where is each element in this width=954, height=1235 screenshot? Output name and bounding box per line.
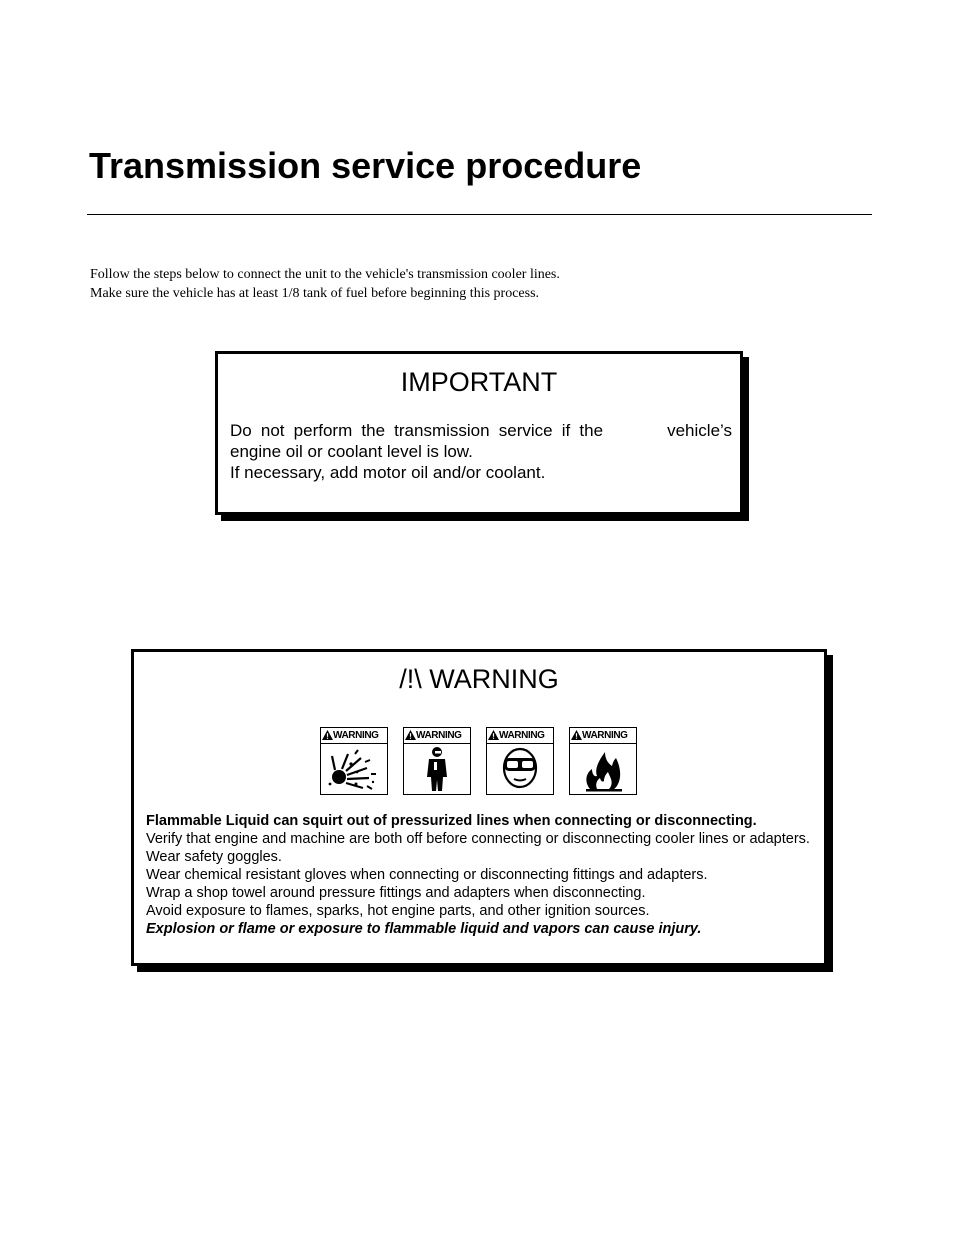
page-title: Transmission service procedure	[89, 145, 642, 186]
intro-line: Make sure the vehicle has at least 1/8 tank of fuel before beginning this process.	[90, 286, 540, 301]
important-line: engine oil or coolant level is low.	[230, 442, 473, 461]
warning-triangle-icon	[488, 730, 499, 740]
warning-line: Verify that engine and machine are both off before connecting or disconnecting cooler lines or adapters.	[146, 831, 810, 847]
safety-goggles-icon	[487, 744, 553, 794]
warning-triangle-icon	[405, 730, 416, 740]
intro-text	[90, 265, 850, 303]
warning-labels	[320, 727, 640, 795]
explosion-icon	[321, 744, 387, 794]
warning-line: Avoid exposure to flames, sparks, hot engine parts, and other ignition sources.	[146, 903, 650, 919]
title-divider	[87, 214, 872, 215]
warning-body	[146, 812, 816, 938]
warning-triangle-icon	[322, 730, 333, 740]
intro-line: Follow the steps below to connect the unit to the vehicle's transmission cooler lines.	[90, 267, 560, 282]
warning-label-heading: WARNING	[321, 728, 387, 744]
warning-line: Wear chemical resistant gloves when connecting or disconnecting fittings and adapters.	[146, 867, 708, 883]
warning-label-protective-suit	[403, 727, 471, 795]
important-heading: IMPORTANT	[400, 367, 558, 397]
warning-line-consequence: Explosion or flame or exposure to flammable liquid and vapors can cause injury.	[146, 921, 702, 937]
warning-line: Wear safety goggles.	[146, 849, 282, 865]
warning-label-heading: WARNING	[404, 728, 470, 744]
warning-label-safety-goggles	[486, 727, 554, 795]
important-line: If necessary, add motor oil and/or coolant.	[230, 463, 546, 482]
important-notice-box	[215, 351, 743, 515]
warning-label-explosion	[320, 727, 388, 795]
important-body	[230, 420, 732, 483]
warning-heading: /!\ WARNING	[399, 664, 559, 694]
warning-line: Wrap a shop towel around pressure fittings and adapters when disconnecting.	[146, 885, 646, 901]
important-line: Do not perform the transmission service if the vehicle’s	[230, 421, 732, 440]
warning-label-heading: WARNING	[487, 728, 553, 744]
warning-label-flame	[569, 727, 637, 795]
warning-label-heading: WARNING	[570, 728, 636, 744]
protective-suit-icon	[404, 744, 470, 794]
warning-triangle-icon	[571, 730, 582, 740]
warning-box	[131, 649, 827, 966]
flame-icon	[570, 744, 636, 794]
warning-line-hazard: Flammable Liquid can squirt out of pressurized lines when connecting or disconnecting.	[146, 813, 757, 829]
